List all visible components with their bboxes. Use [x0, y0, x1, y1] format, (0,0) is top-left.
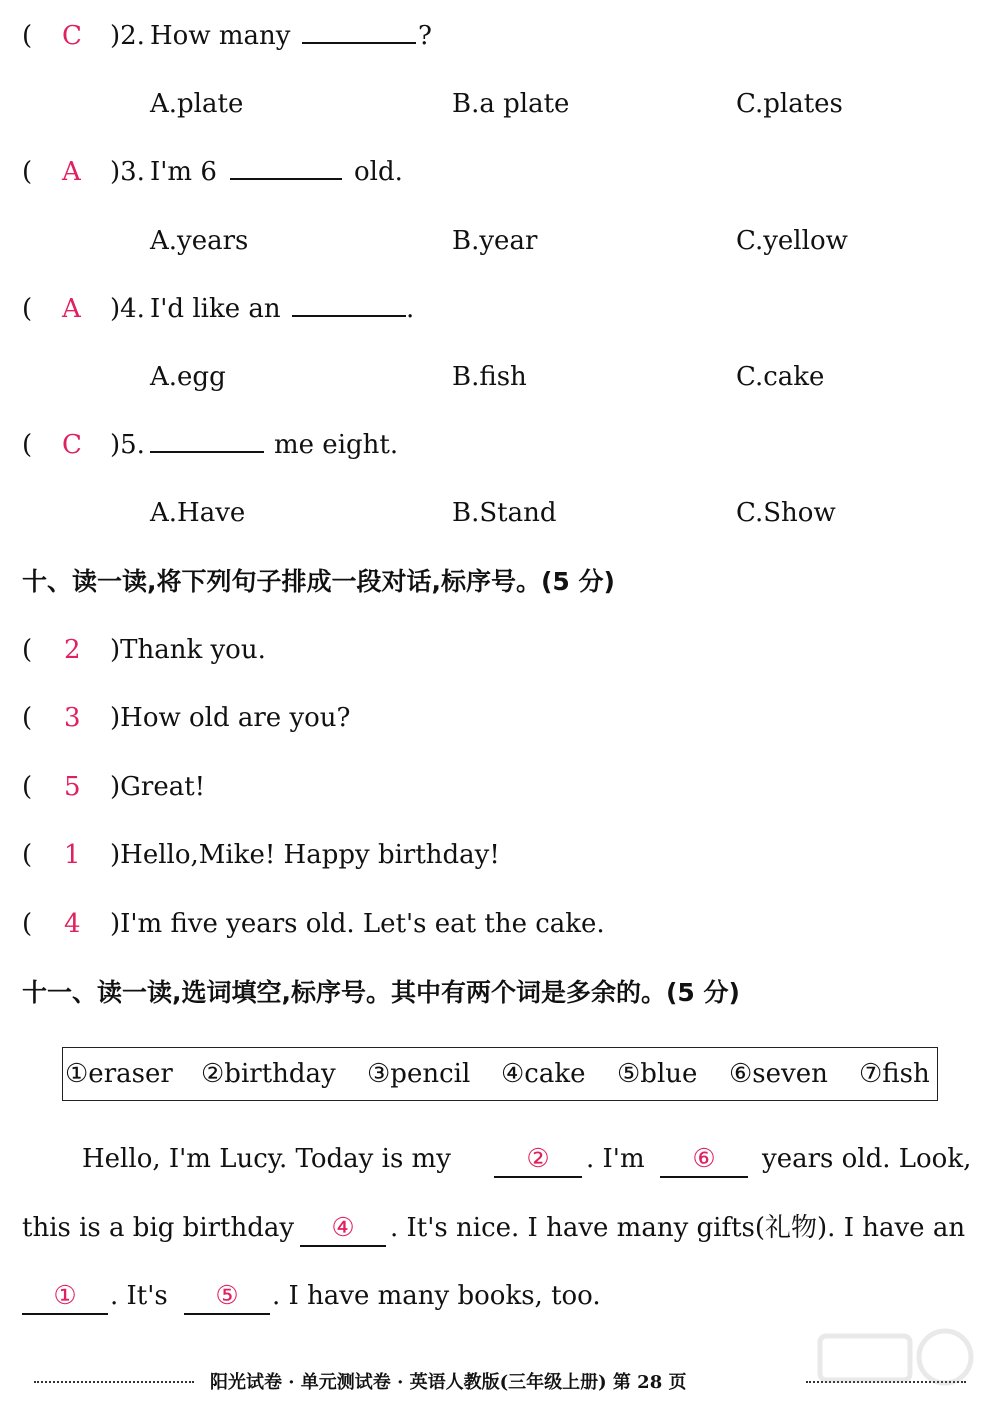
passage-text: . I have many books, too.: [272, 1281, 601, 1311]
order-item: [0, 630, 1000, 670]
option-a: A.years: [150, 226, 249, 256]
option-a: A.egg: [150, 362, 226, 392]
question-text-end: me eight.: [274, 430, 399, 460]
passage-text: this is a big birthday: [22, 1213, 295, 1243]
order-sentence: )Hello,Mike! Happy birthday!: [110, 840, 500, 870]
question-2: [0, 16, 1000, 56]
word-bank: [62, 1047, 938, 1101]
options-q2: [0, 84, 1000, 124]
passage-text: . It's nice. I have many gifts(礼物). I have an: [390, 1213, 966, 1243]
footer-text: 阳光试卷 · 单元测试卷 · 英语人教版(三年级上册) 第 28 页: [210, 1372, 687, 1393]
word-option: ⑦fish: [859, 1059, 930, 1089]
answer-q5: C: [62, 430, 82, 460]
passage-text: . It's: [110, 1281, 168, 1311]
paren-open: (: [22, 703, 33, 733]
passage-text: years old. Look,: [762, 1144, 972, 1174]
paren-open: (: [22, 430, 33, 460]
order-answer: 1: [64, 840, 81, 870]
word-option: ③pencil: [367, 1059, 471, 1089]
answer-blank: [230, 152, 342, 180]
question-text-end: old.: [354, 157, 403, 187]
option-c: C.plates: [736, 89, 843, 119]
answer-blank: [292, 289, 406, 317]
section-10-title: 十、读一读,将下列句子排成一段对话,标序号。(5 分): [22, 567, 615, 596]
question-4: [0, 289, 1000, 329]
question-text-end: ?: [418, 21, 432, 51]
option-b: B.Stand: [452, 498, 557, 528]
paren-open: (: [22, 157, 33, 187]
passage-text: Hello, I'm Lucy. Today is my: [82, 1144, 451, 1174]
watermark-icon: [810, 1322, 980, 1412]
answer-q4: A: [62, 294, 81, 324]
question-number: )5.: [110, 430, 145, 460]
order-sentence: )Great!: [110, 772, 206, 802]
word-option: ⑥seven: [729, 1059, 828, 1089]
question-text: How many: [150, 21, 291, 51]
question-number: )2.: [110, 21, 145, 51]
option-c: C.yellow: [736, 226, 848, 256]
order-sentence: )Thank you.: [110, 635, 266, 665]
option-b: B.year: [452, 226, 538, 256]
order-sentence: )How old are you?: [110, 703, 351, 733]
fill-blank-3: ④: [300, 1211, 386, 1247]
fill-blank-5: ⑤: [184, 1279, 270, 1315]
order-answer: 2: [64, 635, 81, 665]
question-number: )4.: [110, 294, 145, 324]
word-option: ②birthday: [201, 1059, 336, 1089]
word-option: ⑤blue: [617, 1059, 698, 1089]
question-3: [0, 152, 1000, 192]
option-c: C.Show: [736, 498, 836, 528]
fill-blank-1: ②: [494, 1142, 582, 1178]
options-q3: [0, 221, 1000, 261]
order-sentence: )I'm five years old. Let's eat the cake.: [110, 909, 605, 939]
paren-open: (: [22, 21, 33, 51]
option-b: B.a plate: [452, 89, 570, 119]
paren-open: (: [22, 772, 33, 802]
order-item: [0, 835, 1000, 875]
option-a: A.Have: [150, 498, 246, 528]
paren-open: (: [22, 909, 33, 939]
answer-q3: A: [62, 157, 81, 187]
question-text: I'm 6: [150, 157, 217, 187]
paren-open: (: [22, 840, 33, 870]
fill-blank-2: ⑥: [660, 1142, 748, 1178]
order-answer: 3: [64, 703, 81, 733]
fill-blank-4: ①: [22, 1279, 108, 1315]
order-item: [0, 767, 1000, 807]
order-item: [0, 904, 1000, 944]
word-option: ④cake: [501, 1059, 586, 1089]
order-answer: 4: [64, 909, 81, 939]
answer-blank: [150, 425, 264, 453]
word-option: ①eraser: [65, 1059, 173, 1089]
options-q4: [0, 357, 1000, 397]
section-11-title: 十一、读一读,选词填空,标序号。其中有两个词是多余的。(5 分): [22, 978, 740, 1007]
passage-text: . I'm: [586, 1144, 645, 1174]
answer-q2: C: [62, 21, 82, 51]
paren-open: (: [22, 294, 33, 324]
option-b: B.fish: [452, 362, 527, 392]
question-text: I'd like an: [150, 294, 281, 324]
question-5: [0, 425, 1000, 465]
question-text-end: .: [406, 294, 415, 324]
footer-dotted-rule-left: [34, 1381, 194, 1383]
option-a: A.plate: [150, 89, 244, 119]
options-q5: [0, 493, 1000, 533]
paren-open: (: [22, 635, 33, 665]
answer-blank: [302, 16, 416, 44]
question-number: )3.: [110, 157, 145, 187]
order-answer: 5: [64, 772, 81, 802]
option-c: C.cake: [736, 362, 825, 392]
order-item: [0, 698, 1000, 738]
